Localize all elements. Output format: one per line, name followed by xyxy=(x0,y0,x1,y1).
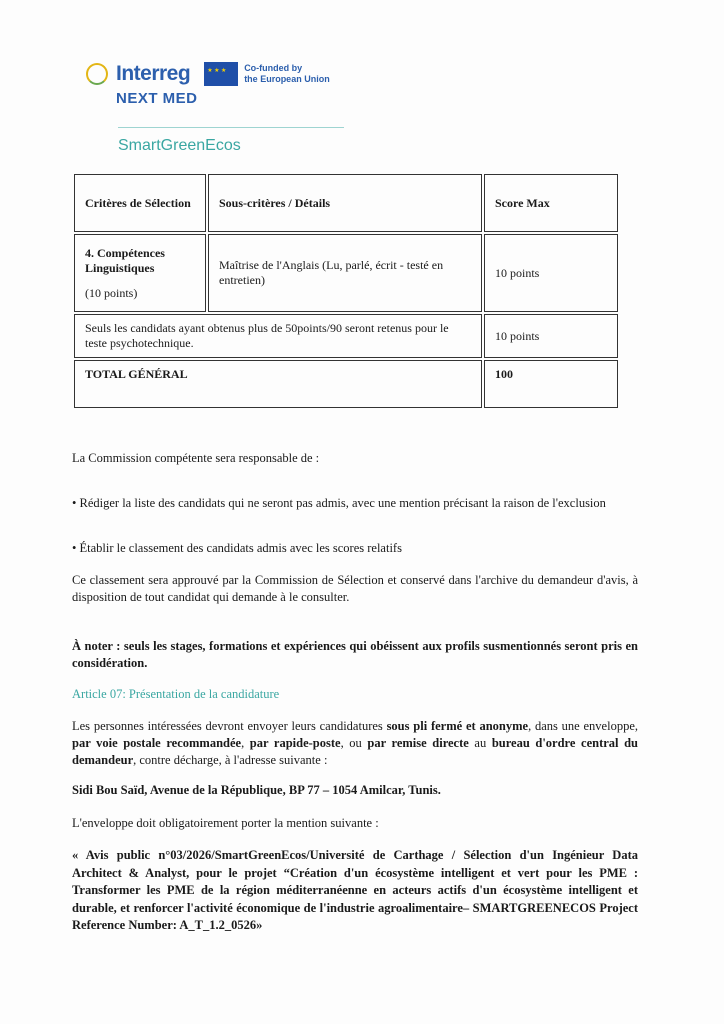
envelope-intro: L'enveloppe doit obligatoirement porter la mention suivante : xyxy=(72,816,379,830)
envelope-mention: « Avis public n°03/2026/SmartGreenEcos/Université de Carthage / Sélection d'un Ingénieur Data Architect & Analyst, pour le projet “Création d'un écosystème intelligent et vert pour les PME : Transformer les PME de la région méditerranéenne en acteurs actifs d'un écosystème intelligent et durable, et renforcer l'activité économique de l'industrie agroalimentaire– SMARTGREENECOS Project Reference Number: A_T_1.2_0526» xyxy=(72,848,638,932)
criteria-table xyxy=(72,172,620,410)
detail-cell: Seuls les candidats ayant obtenus plus de 50points/90 seront retenus pour le teste psychotechnique. xyxy=(74,314,482,358)
table-header-row xyxy=(74,174,618,232)
table-row xyxy=(74,234,618,312)
text-run-bold: par rapide-poste xyxy=(249,736,341,750)
header-subcriteria: Sous-critères / Détails xyxy=(208,174,482,232)
interreg-logo xyxy=(86,62,356,107)
address: Sidi Bou Saïd, Avenue de la République, BP 77 – 1054 Amilcar, Tunis. xyxy=(72,783,441,797)
header-criteria: Critères de Sélection xyxy=(74,174,206,232)
text-run: , dans une enveloppe, xyxy=(528,719,639,733)
commission-intro: La Commission compétente sera responsable de : xyxy=(72,451,320,465)
eu-cofunded-label xyxy=(244,63,330,85)
header-score: Score Max xyxy=(484,174,618,232)
criterion-points: (10 points) xyxy=(85,285,138,300)
eu-label-line1: Co-funded by xyxy=(244,63,303,73)
program-subname: NEXT MED xyxy=(116,90,198,107)
score-cell: 10 points xyxy=(484,314,618,358)
program-name: Interreg xyxy=(116,62,191,85)
project-name: SmartGreenEcos xyxy=(118,137,241,154)
total-score: 100 xyxy=(484,360,618,408)
total-label: TOTAL GÉNÉRAL xyxy=(74,360,482,408)
text-run-bold: par voie postale recommandée xyxy=(72,736,242,750)
table-total-row xyxy=(74,360,618,408)
approval-paragraph: Ce classement sera approuvé par la Commission de Sélection et conservé dans l'archive du demandeur d'avis, à disposition de tout candidat qui demande à le consulter. xyxy=(72,573,638,604)
text-run-bold: sous pli fermé et anonyme xyxy=(386,719,529,733)
text-run: Les personnes intéressées devront envoyer leurs candidatures xyxy=(72,719,387,733)
bullet-item: • Rédiger la liste des candidats qui ne seront pas admis, avec une mention précisant la raison de l'exclusion xyxy=(72,496,606,510)
eu-flag-icon xyxy=(204,62,238,86)
bullet-item: • Établir le classement des candidats admis avec les scores relatifs xyxy=(72,541,402,555)
text-run-bold: bureau d'ordre central du demandeur xyxy=(72,736,638,767)
text-run: , xyxy=(241,736,250,750)
table-row xyxy=(74,314,618,358)
article-title: Article 07: Présentation de la candidature xyxy=(72,687,280,701)
text-run: , ou xyxy=(340,736,368,750)
eu-label-line2: the European Union xyxy=(244,74,330,84)
criterion-title: 4. Compétences Linguistiques xyxy=(85,245,165,275)
criterion-cell xyxy=(74,234,206,312)
note-paragraph: À noter : seuls les stages, formations et expériences qui obéissent aux profils susmentionnés seront pris en considération. xyxy=(72,639,638,670)
logo-divider xyxy=(118,127,344,128)
text-run: au xyxy=(468,736,492,750)
text-run-bold: par remise directe xyxy=(367,736,469,750)
score-cell: 10 points xyxy=(484,234,618,312)
interreg-mark-icon xyxy=(86,63,108,85)
detail-cell: Maîtrise de l'Anglais (Lu, parlé, écrit - testé en entretien) xyxy=(208,234,482,312)
text-run: , contre décharge, à l'adresse suivante : xyxy=(133,753,328,767)
submission-paragraph xyxy=(72,718,638,769)
